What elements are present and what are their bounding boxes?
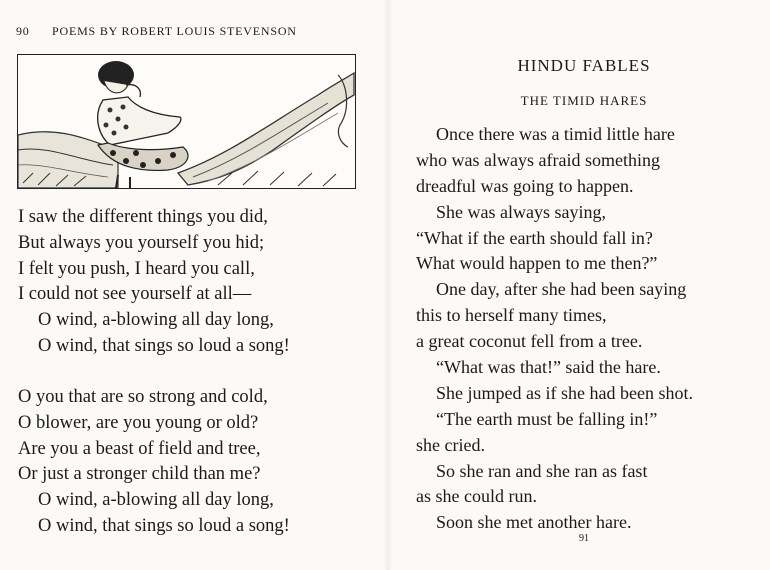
verse-line: I felt you push, I heard you call, — [18, 258, 255, 279]
refrain-line: O wind, a-blowing all day long, — [38, 310, 274, 331]
verse-line: I saw the different things you did, — [18, 207, 268, 227]
verse-line: O you that are so strong and cold, — [18, 387, 268, 407]
poem-stanza-2 — [18, 385, 378, 540]
prose-line: Soon she met another hare. — [436, 512, 632, 533]
refrain-line: O wind, that sings so loud a song! — [38, 335, 290, 356]
running-head — [16, 24, 366, 39]
section-title: HINDU FABLES — [517, 56, 651, 75]
book-gutter — [384, 0, 392, 570]
verse-line: But always you yourself you hid; — [18, 232, 265, 253]
refrain-line: O wind, a-blowing all day long, — [38, 490, 274, 511]
prose-line: as she could run. — [416, 486, 537, 507]
verse-line: Are you a beast of field and tree, — [18, 438, 261, 459]
prose-line: So she ran and she ran as fast — [436, 460, 648, 481]
refrain-line: O wind, that sings so loud a song! — [38, 515, 290, 536]
prose-line: a great coconut fell from a tree. — [416, 331, 643, 352]
verse-line: Or just a stronger child than me? — [18, 464, 261, 485]
wind-illustration — [17, 54, 356, 189]
child-in-wind-drawing — [18, 55, 355, 188]
left-page — [0, 0, 384, 570]
poem-stanza-1 — [18, 205, 378, 360]
right-page — [392, 0, 770, 570]
prose-line: What would happen to me then?” — [416, 253, 658, 274]
prose-line: She was always saying, — [436, 201, 606, 222]
verse-line: I could not see yourself at all— — [18, 284, 252, 305]
prose-line: she cried. — [416, 434, 485, 455]
running-head-title: POEMS BY ROBERT LOUIS STEVENSON — [52, 24, 297, 38]
story-text — [416, 122, 766, 536]
prose-line: “What was that!” said the hare. — [436, 357, 661, 378]
prose-line: Once there was a timid little hare — [436, 124, 675, 144]
verse-line: O blower, are you young or old? — [18, 412, 259, 433]
prose-line: this to herself many times, — [416, 305, 607, 326]
story-title: THE TIMID HARES — [520, 93, 648, 108]
left-page-number: 90 — [16, 24, 30, 38]
prose-line: dreadful was going to happen. — [416, 175, 634, 196]
prose-line: She jumped as if she had been shot. — [436, 382, 693, 403]
right-page-number: 91 — [579, 533, 589, 544]
prose-line: One day, after she had been saying — [436, 279, 687, 300]
prose-line: who was always afraid something — [416, 149, 660, 170]
prose-line: “What if the earth should fall in? — [416, 227, 653, 248]
prose-line: “The earth must be falling in!” — [436, 408, 658, 429]
